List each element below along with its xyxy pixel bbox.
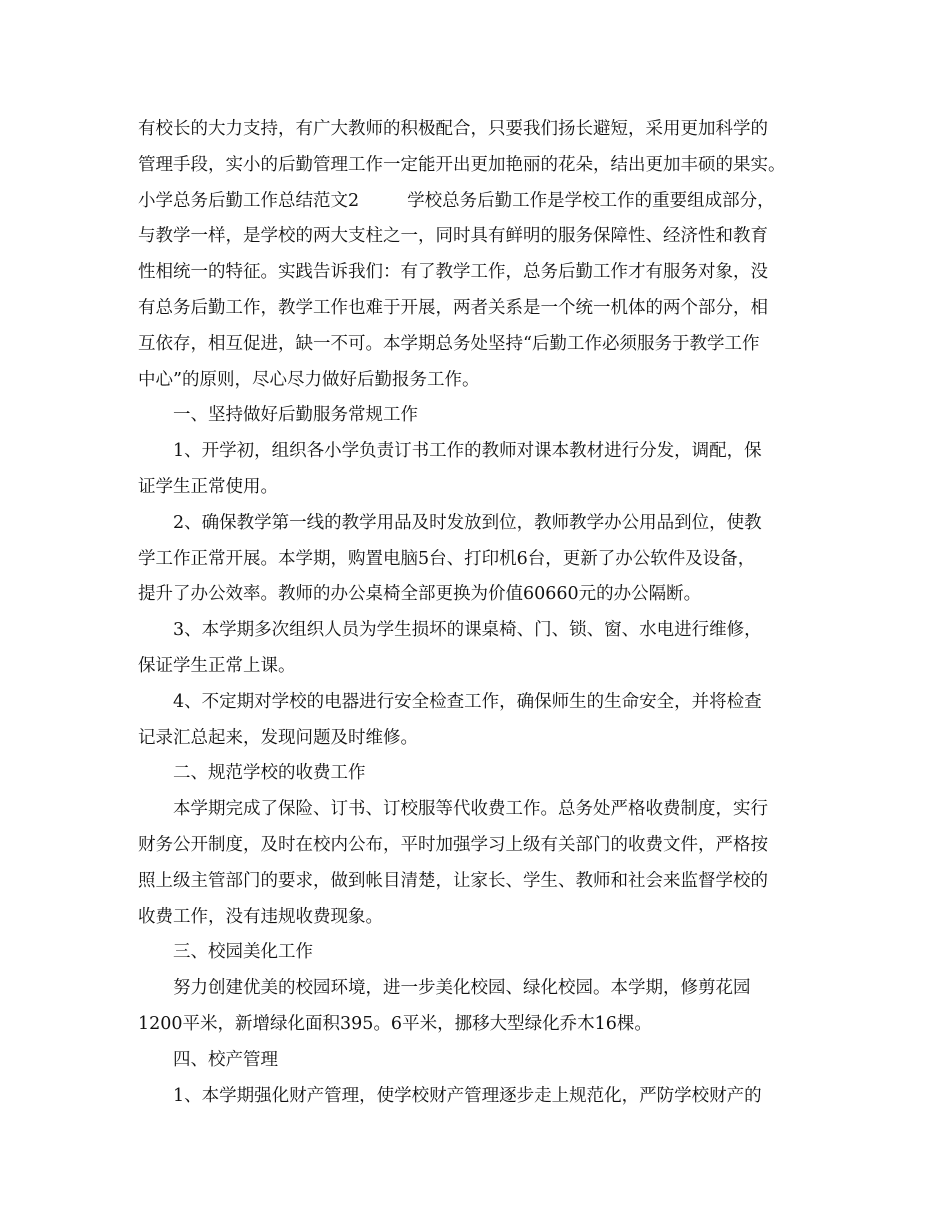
text-line — [138, 291, 814, 327]
text-line — [138, 219, 814, 255]
text-line — [138, 1079, 814, 1115]
text-line — [138, 434, 814, 470]
text-line — [138, 255, 814, 291]
line-text: 四、校产管理 — [173, 1049, 278, 1070]
line-text: 小学总务后勤工作总结范文2 — [138, 190, 360, 211]
text-line — [138, 649, 814, 685]
line-text: 有校长的大力支持，有广大教师的积极配合，只要我们扬长避短，采用更加科学的 — [138, 119, 768, 139]
text-line — [138, 721, 814, 757]
text-line — [138, 112, 814, 148]
text-line — [138, 1007, 814, 1043]
line-text: 二、规范学校的收费工作 — [173, 763, 366, 784]
line-text: 收费工作，没有违规收费现象。 — [138, 906, 383, 927]
line-text: 有总务后勤工作，教学工作也难于开展，两者关系是一个统一机体的两个部分，相 — [138, 297, 768, 318]
document-body — [138, 112, 814, 1114]
line-text: 与教学一样，是学校的两大支柱之一，同时具有鲜明的服务保障性、经济性和教育 — [138, 226, 768, 247]
text-line — [138, 971, 814, 1007]
text-line — [138, 506, 814, 542]
text-line — [138, 1043, 814, 1079]
text-line — [138, 900, 814, 936]
line-text: 3、本学期多次组织人员为学生损坏的课桌椅、门、锁、窗、水电进行维修， — [173, 620, 762, 641]
line-text: 1、本学期强化财产管理，使学校财产管理逐步走上规范化，严防学校财产的 — [173, 1085, 762, 1106]
line-text: 2、确保教学第一线的教学用品及时发放到位，教师教学办公用品到位，使教 — [173, 512, 762, 533]
line-text: 1200平米，新增绿化面积395。6平米，挪移大型绿化乔木16棵。 — [138, 1013, 652, 1034]
line-text: 学工作正常开展。本学期，购置电脑5台、打印机6台，更新了办公软件及设备， — [138, 548, 756, 569]
text-line — [138, 184, 814, 220]
text-line — [138, 685, 814, 721]
line-text: 本学期完成了保险、订书、订校服等代收费工作。总务处严格收费制度，实行 — [173, 799, 768, 820]
line-text: 4、不定期对学校的电器进行安全检查工作，确保师生的生命安全，并将检查 — [173, 691, 762, 712]
text-line — [138, 470, 814, 506]
line-text: 照上级主管部门的要求，做到帐目清楚，让家长、学生、教师和社会来监督学校的 — [138, 870, 768, 891]
text-line — [138, 577, 814, 613]
text-line — [138, 398, 814, 434]
line-text: 提升了办公效率。教师的办公桌椅全部更换为价值60660元的办公隔断。 — [138, 584, 702, 605]
text-line — [138, 756, 814, 792]
line-text: 财务公开制度，及时在校内公布，平时加强学习上级有关部门的收费文件，严格按 — [138, 834, 768, 855]
text-line — [138, 542, 814, 578]
text-line — [138, 363, 814, 399]
line-text-continuation: 学校总务后勤工作是学校工作的重要组成部分， — [407, 190, 775, 211]
line-text: 管理手段，实小的后勤管理工作一定能开出更加艳丽的花朵，结出更加丰硕的果实。 — [138, 154, 786, 175]
line-text: 证学生正常使用。 — [138, 476, 278, 497]
line-text: 互依存，相互促进，缺一不可。本学期总务处坚持“后勤工作必须服务于教学工作 — [138, 333, 760, 354]
text-line — [138, 613, 814, 649]
text-line — [138, 864, 814, 900]
text-line — [138, 792, 814, 828]
line-text: 记录汇总起来，发现问题及时维修。 — [138, 727, 418, 748]
line-text: 中心”的原则，尽心尽力做好后勤报务工作。 — [138, 369, 480, 390]
line-text: 一、坚持做好后勤服务常规工作 — [173, 405, 418, 426]
line-text: 努力创建优美的校园环境，进一步美化校园、绿化校园。本学期，修剪花园 — [173, 978, 751, 999]
line-text: 1、开学初，组织各小学负责订书工作的教师对课本教材进行分发，调配，保 — [173, 441, 762, 462]
text-line — [138, 828, 814, 864]
line-text: 保证学生正常上课。 — [138, 655, 296, 676]
line-text: 性相统一的特征。实践告诉我们：有了教学工作，总务后勤工作才有服务对象，没 — [138, 262, 768, 283]
text-line — [138, 148, 814, 184]
line-text: 三、校园美化工作 — [173, 942, 313, 963]
text-line — [138, 327, 814, 363]
text-line — [138, 935, 814, 971]
